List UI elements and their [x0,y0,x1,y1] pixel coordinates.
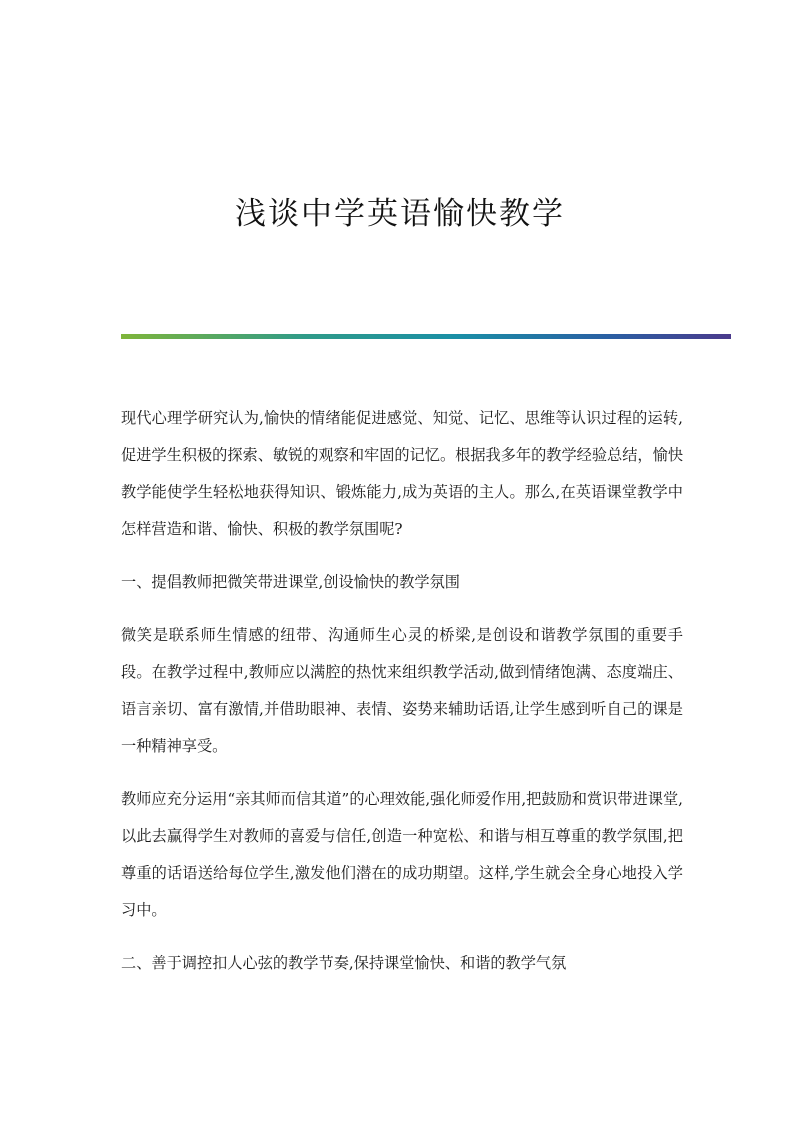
paragraph-intro: 现代心理学研究认为,愉快的情绪能促进感觉、知觉、记忆、思维等认识过程的运转,促进学生积极的探索、敏锐的观察和牢固的记忆。根据我多年的教学经验总结，愉快教学能使学生轻松地获得知识、锻炼能力,成为英语的主人。那么,在英语课堂教学中怎样营造和谐、愉快、积极的教学氛围呢? [121,409,683,538]
section-heading-1: 一、提倡教师把微笑带进课堂,创设愉快的教学氛围 [121,573,460,591]
page-title: 浅谈中学英语愉快教学 [235,196,565,232]
paragraph-smile: 微笑是联系师生情感的纽带、沟通师生心灵的桥梁,是创设和谐教学氛围的重要手段。在教学过程中,教师应以满腔的热忱来组织教学活动,做到情绪饱满、态度端庄、语言亲切、富有激情,并借助眼神、表情、姿势来辅助话语,让学生感到听自己的课是一种精神享受。 [121,626,683,755]
title-divider [121,334,731,339]
section-heading-2: 二、善于调控扣人心弦的教学节奏,保持课堂愉快、和谐的教学气氛 [121,954,567,972]
paragraph-teacher-love: 教师应充分运用“亲其师而信其道”的心理效能,强化师爱作用,把鼓励和赏识带进课堂,以此去赢得学生对教师的喜爱与信任,创造一种宽松、和谐与相互尊重的教学氛围,把尊重的话语送给每位学生,激发他们潜在的成功期望。这样,学生就会全身心地投入学习中。 [121,790,683,919]
document-body [121,400,683,998]
